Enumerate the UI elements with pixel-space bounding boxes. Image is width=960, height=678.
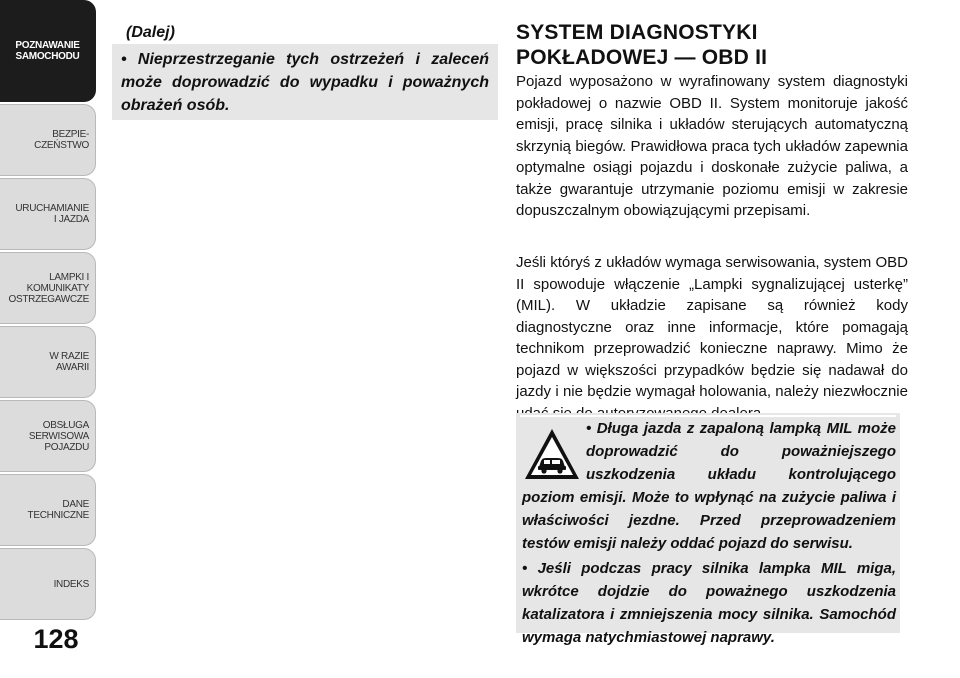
- section-title: SYSTEM DIAGNOSTYKI POKŁADOWEJ — OBD II: [516, 21, 768, 69]
- tab-lampki-i-komunikaty[interactable]: LAMPKI I KOMUNIKATY OSTRZEGAWCZE: [0, 252, 96, 324]
- caution-text-1: • Długa jazda z zapaloną lampką MIL może doprowadzić do poważniejszego uszkodzenia układu kontrolującego poziom emisji. Może to wpłynąć na zużycie paliwa i właściwości jezdne. Przed przeprowadzeniem testów emisji należy oddać pojazd do serwisu.: [522, 420, 896, 552]
- paragraph-obd-service: Jeśli któryś z układów wymaga serwisowania, system OBD II spowoduje włączenie „Lampki sygnalizującej usterkę” (MIL). W układzie zapisane są również kody diagnostyczne oraz inne informacje, które pomagają technikom przeprowadzić konieczne naprawy. Mimo że pojazd w większości przypadków będzie się nadawał do jazdy i nie będzie wymagał holowania, należy niezwłocznie: [516, 254, 908, 400]
- tab-indeks[interactable]: INDEKS: [0, 548, 96, 620]
- warning-box: [112, 44, 498, 120]
- warning-text: • Nieprzestrzeganie tych ostrzeżeń i zaleceń może doprowadzić do wypadku i poważnych obrażeń osób.: [121, 51, 489, 114]
- chapter-tabs: [0, 0, 98, 678]
- tab-dane-techniczne[interactable]: DANE TECHNICZNE: [0, 474, 96, 546]
- tab-obsluga-serwisowa[interactable]: OBSŁUGA SERWISOWA POJAZDU: [0, 400, 96, 472]
- tab-uruchamianie-i-jazda[interactable]: URUCHAMIANIE I JAZDA: [0, 178, 96, 250]
- caution-box: [516, 413, 900, 646]
- tab-bezpieczenstwo[interactable]: BEZPIE- CZEŃSTWO: [0, 104, 96, 176]
- continued-label: (Dalej): [126, 24, 175, 41]
- warning-triangle-car-icon: [522, 425, 582, 483]
- caution-divider: [520, 415, 896, 417]
- tab-w-razie-awarii[interactable]: W RAZIE AWARII: [0, 326, 96, 398]
- caution-text-2: • Jeśli podczas pracy silnika lampka MIL miga, wkrótce dojdzie do poważnego uszkodzenia katalizatora i zmniejszenia mocy silnika. Samochód wymaga natychmiastowej naprawy.: [522, 560, 896, 646]
- page-number: 128: [33, 624, 79, 654]
- paragraph-obd-intro: Pojazd wyposażono w wyrafinowany system diagnostyki pokładowej o nazwie OBD II. System monitoruje jakość emisji, pracę silnika i układów sterujących automatyczną skrzynią biegów. Prawidłowa praca tych układów zapewnia optymalne osiągi pojazdu i doskonałe zużycie paliwa, a także gwarantuje utrzymanie poziomu emisji w zakresie dopuszczalnym obowiązującymi przepisami.: [516, 73, 908, 219]
- tab-poznawanie-samochodu[interactable]: POZNAWANIE SAMOCHODU: [0, 0, 96, 102]
